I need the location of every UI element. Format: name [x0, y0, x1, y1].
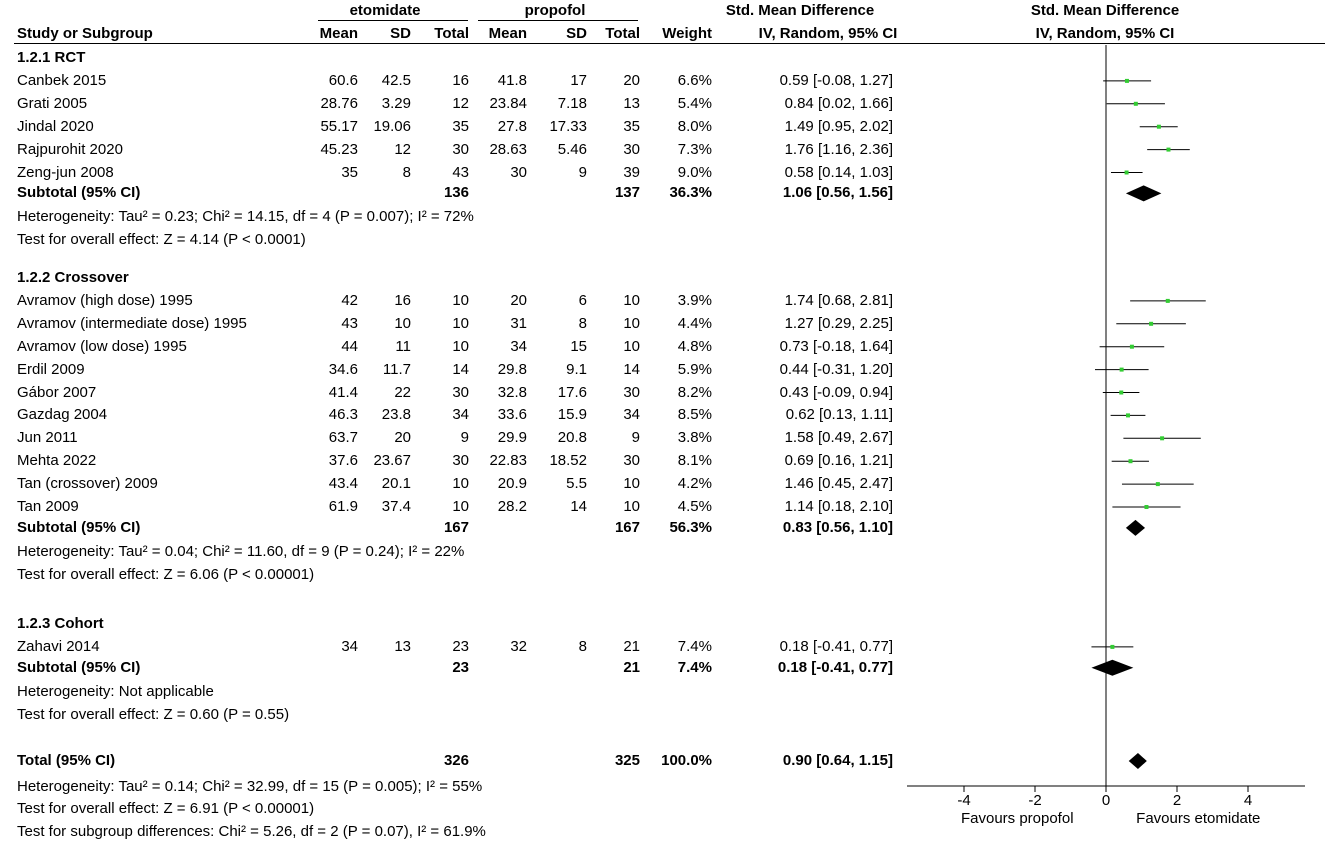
- study-sd1: 23.67: [373, 452, 411, 470]
- study-n1: 34: [452, 406, 469, 424]
- study-ci: 1.27 [0.29, 2.25]: [784, 314, 893, 332]
- method-header: IV, Random, 95% CI: [758, 25, 898, 42]
- study-mean2: 28.63: [489, 140, 527, 158]
- study-sd1: 10: [394, 314, 411, 332]
- study-point-estimate: [1130, 345, 1134, 349]
- study-name: Tan (crossover) 2009: [17, 475, 158, 493]
- study-mean1: 43: [341, 314, 358, 332]
- study-weight: 5.4%: [677, 94, 712, 112]
- study-point-estimate: [1120, 368, 1124, 372]
- study-sd2: 15.9: [557, 406, 587, 424]
- study-weight: 5.9%: [677, 360, 712, 378]
- overall-effect-text: Test for overall effect: Z = 6.06 (P < 0.00001): [17, 565, 315, 583]
- subtotal-n2: 167: [614, 518, 640, 536]
- subtotal-diamond: [1126, 185, 1162, 201]
- x-axis-tick-label: -2: [1028, 792, 1042, 809]
- study-weight: 3.9%: [677, 291, 712, 309]
- study-n1: 30: [452, 452, 469, 470]
- total-diamond: [1129, 753, 1147, 769]
- study-mean1: 46.3: [328, 406, 358, 424]
- study-point-estimate: [1166, 299, 1170, 303]
- study-sd2: 20.8: [557, 429, 587, 447]
- study-mean2: 29.8: [497, 360, 527, 378]
- study-name: Avramov (high dose) 1995: [17, 291, 193, 309]
- study-sd1: 20.1: [381, 475, 411, 493]
- study-sd1: 22: [394, 383, 411, 401]
- study-mean2: 20: [510, 291, 527, 309]
- plot-title: Std. Mean Difference: [1030, 2, 1180, 19]
- total-overall-effect-text: Test for overall effect: Z = 6.91 (P < 0.00001): [17, 800, 315, 817]
- study-point-estimate: [1119, 391, 1123, 395]
- study-n1: 23: [452, 637, 469, 655]
- study-point-estimate: [1160, 436, 1164, 440]
- mean2-header: Mean: [488, 25, 527, 42]
- subtotal-label: Subtotal (95% CI): [17, 658, 141, 676]
- study-mean1: 34: [341, 637, 358, 655]
- study-mean2: 33.6: [497, 406, 527, 424]
- subtotal-ci: 0.18 [-0.41, 0.77]: [777, 658, 893, 676]
- subtotal-weight: 56.3%: [669, 518, 712, 536]
- study-mean2: 28.2: [497, 498, 527, 515]
- subtotal-n2: 137: [614, 184, 640, 202]
- study-mean2: 27.8: [497, 117, 527, 135]
- study-sd1: 16: [394, 291, 411, 309]
- x-axis-tick-label: -4: [957, 792, 971, 809]
- study-sd1: 19.06: [373, 117, 411, 135]
- study-ci: 1.46 [0.45, 2.47]: [784, 475, 893, 493]
- subgroup-label: 1.2.3 Cohort: [17, 615, 104, 632]
- study-weight: 8.0%: [677, 117, 712, 135]
- study-n2: 21: [623, 637, 640, 655]
- study-sd1: 13: [394, 637, 411, 655]
- study-n1: 10: [452, 498, 469, 515]
- study-sd1: 23.8: [381, 406, 411, 424]
- study-mean2: 29.9: [497, 429, 527, 447]
- study-sd2: 17: [570, 71, 587, 89]
- sd1-header: SD: [390, 25, 411, 42]
- study-point-estimate: [1134, 102, 1138, 106]
- subtotal-ci: 0.83 [0.56, 1.10]: [782, 518, 893, 536]
- study-ci: 0.62 [0.13, 1.11]: [785, 406, 893, 424]
- study-mean2: 30: [510, 163, 527, 181]
- study-ci: 1.49 [0.95, 2.02]: [784, 117, 893, 135]
- study-n2: 30: [623, 140, 640, 158]
- study-n2: 10: [623, 291, 640, 309]
- study-mean1: 37.6: [328, 452, 358, 470]
- study-ci: 0.43 [-0.09, 0.94]: [779, 383, 893, 401]
- subtotal-label: Subtotal (95% CI): [17, 518, 141, 536]
- plot-method-header: IV, Random, 95% CI: [1035, 25, 1175, 42]
- total-weight: 100.0%: [661, 752, 712, 769]
- study-ci: 1.74 [0.68, 2.81]: [784, 291, 893, 309]
- study-ci: 0.69 [0.16, 1.21]: [784, 452, 893, 470]
- study-n2: 39: [623, 163, 640, 181]
- study-n2: 9: [631, 429, 640, 447]
- study-sd2: 7.18: [557, 94, 587, 112]
- study-weight: 4.2%: [677, 475, 712, 493]
- study-point-estimate: [1144, 505, 1148, 509]
- heterogeneity-text: Heterogeneity: Tau² = 0.23; Chi² = 14.15, df = 4 (P = 0.007); I² = 72%: [17, 208, 474, 226]
- heterogeneity-text: Heterogeneity: Tau² = 0.04; Chi² = 11.60, df = 9 (P = 0.24); I² = 22%: [17, 542, 465, 560]
- study-point-estimate: [1128, 459, 1132, 463]
- study-mean2: 32: [510, 637, 527, 655]
- study-mean2: 31: [510, 314, 527, 332]
- study-weight: 7.3%: [677, 140, 712, 158]
- study-name: Avramov (low dose) 1995: [17, 337, 187, 355]
- study-mean2: 32.8: [497, 383, 527, 401]
- study-n2: 35: [623, 117, 640, 135]
- study-n1: 9: [460, 429, 469, 447]
- study-sd2: 15: [570, 337, 587, 355]
- study-mean1: 61.9: [328, 498, 358, 515]
- study-sd2: 9: [578, 163, 587, 181]
- study-n1: 35: [452, 117, 469, 135]
- overall-effect-text: Test for overall effect: Z = 4.14 (P < 0.0001): [17, 231, 306, 249]
- study-sd1: 37.4: [381, 498, 411, 515]
- study-name: Canbek 2015: [17, 71, 107, 89]
- study-point-estimate: [1126, 413, 1130, 417]
- study-n1: 30: [452, 383, 469, 401]
- subtotal-n1: 23: [452, 658, 469, 676]
- study-name: Rajpurohit 2020: [17, 140, 123, 158]
- weight-header: Weight: [662, 25, 712, 42]
- study-n2: 10: [623, 475, 640, 493]
- study-sd2: 5.5: [566, 475, 587, 493]
- study-ci: 0.18 [-0.41, 0.77]: [779, 637, 893, 655]
- subtotal-weight: 36.3%: [669, 184, 712, 202]
- study-n1: 10: [452, 475, 469, 493]
- study-point-estimate: [1157, 125, 1161, 129]
- sd2-header: SD: [566, 25, 587, 42]
- study-n2: 30: [623, 383, 640, 401]
- study-mean1: 63.7: [328, 429, 358, 447]
- study-ci: 0.73 [-0.18, 1.64]: [779, 337, 893, 355]
- study-name: Gábor 2007: [17, 383, 97, 401]
- total-heterogeneity-text: Heterogeneity: Tau² = 0.14; Chi² = 32.99, df = 15 (P = 0.005); I² = 55%: [17, 778, 483, 795]
- study-name: Zahavi 2014: [17, 637, 100, 655]
- study-n2: 30: [623, 452, 640, 470]
- study-weight: 3.8%: [677, 429, 712, 447]
- study-n1: 10: [452, 314, 469, 332]
- subtotal-n2: 21: [623, 658, 640, 676]
- study-ci: 1.58 [0.49, 2.67]: [784, 429, 893, 447]
- study-n1: 43: [452, 163, 469, 181]
- study-point-estimate: [1110, 645, 1114, 649]
- study-sd2: 9.1: [566, 360, 587, 378]
- total2-header: Total: [605, 25, 640, 42]
- subgroup-label: 1.2.1 RCT: [17, 49, 86, 66]
- study-sd2: 17.6: [557, 383, 587, 401]
- study-mean1: 34.6: [328, 360, 358, 378]
- study-mean2: 23.84: [489, 94, 527, 112]
- total-ci: 0.90 [0.64, 1.15]: [782, 752, 893, 769]
- study-weight: 8.1%: [677, 452, 712, 470]
- study-ci: 0.84 [0.02, 1.66]: [784, 94, 893, 112]
- study-name: Zeng-jun 2008: [17, 163, 114, 181]
- study-mean1: 35: [341, 163, 358, 181]
- study-sd2: 5.46: [557, 140, 587, 158]
- study-n2: 10: [623, 498, 640, 515]
- study-n1: 30: [452, 140, 469, 158]
- study-weight: 7.4%: [677, 637, 712, 655]
- study-mean2: 20.9: [497, 475, 527, 493]
- study-sd1: 20: [394, 429, 411, 447]
- study-name: Erdil 2009: [17, 360, 85, 378]
- study-point-estimate: [1166, 148, 1170, 152]
- total1-header: Total: [434, 25, 469, 42]
- study-col-header: Study or Subgroup: [17, 25, 153, 42]
- study-mean1: 28.76: [320, 94, 358, 112]
- total-label: Total (95% CI): [17, 752, 116, 769]
- study-mean1: 55.17: [320, 117, 358, 135]
- mean1-header: Mean: [319, 25, 358, 42]
- study-n2: 20: [623, 71, 640, 89]
- study-mean2: 34: [510, 337, 527, 355]
- study-sd2: 6: [578, 291, 587, 309]
- study-sd2: 17.33: [549, 117, 587, 135]
- study-n2: 34: [623, 406, 640, 424]
- study-sd1: 11.7: [382, 360, 411, 378]
- study-sd1: 8: [402, 163, 411, 181]
- study-ci: 0.44 [-0.31, 1.20]: [779, 360, 893, 378]
- study-point-estimate: [1149, 322, 1153, 326]
- subgroup-difference-text: Test for subgroup differences: Chi² = 5.26, df = 2 (P = 0.07), I² = 61.9%: [17, 823, 486, 840]
- total-n2: 325: [614, 752, 640, 769]
- study-ci: 0.59 [-0.08, 1.27]: [779, 71, 893, 89]
- study-sd2: 8: [578, 314, 587, 332]
- x-axis-tick-label: 4: [1243, 792, 1253, 809]
- study-ci: 0.58 [0.14, 1.03]: [784, 163, 893, 181]
- subtotal-label: Subtotal (95% CI): [17, 184, 141, 202]
- study-n1: 10: [452, 291, 469, 309]
- study-n1: 12: [452, 94, 469, 112]
- study-mean2: 22.83: [489, 452, 527, 470]
- overall-effect-text: Test for overall effect: Z = 0.60 (P = 0.55): [17, 705, 290, 723]
- study-sd2: 8: [578, 637, 587, 655]
- study-mean2: 41.8: [497, 71, 527, 89]
- study-weight: 4.4%: [677, 314, 712, 332]
- study-n2: 10: [623, 314, 640, 332]
- subgroup-label: 1.2.2 Crossover: [17, 269, 129, 286]
- study-n1: 10: [452, 337, 469, 355]
- study-name: Mehta 2022: [17, 452, 97, 470]
- study-mean1: 45.23: [320, 140, 358, 158]
- study-ci: 1.14 [0.18, 2.10]: [784, 498, 893, 515]
- study-name: Jun 2011: [17, 429, 78, 447]
- study-n2: 10: [623, 337, 640, 355]
- study-name: Jindal 2020: [17, 117, 94, 135]
- study-weight: 6.6%: [677, 71, 712, 89]
- study-point-estimate: [1125, 171, 1129, 175]
- subtotal-n1: 136: [443, 184, 469, 202]
- heterogeneity-text: Heterogeneity: Not applicable: [17, 682, 214, 700]
- study-n2: 14: [623, 360, 640, 378]
- group2-header: propofol: [524, 2, 586, 19]
- x-axis-tick-label: 0: [1101, 792, 1111, 809]
- study-point-estimate: [1125, 79, 1129, 83]
- subtotal-n1: 167: [443, 518, 469, 536]
- study-mean1: 43.4: [328, 475, 358, 493]
- study-n1: 16: [452, 71, 469, 89]
- study-mean1: 44: [341, 337, 358, 355]
- subtotal-weight: 7.4%: [677, 658, 712, 676]
- study-sd1: 11: [395, 337, 411, 355]
- subtotal-ci: 1.06 [0.56, 1.56]: [782, 184, 893, 202]
- favours-right-label: Favours etomidate: [1136, 810, 1261, 827]
- study-name: Grati 2005: [17, 94, 88, 112]
- study-sd1: 42.5: [381, 71, 411, 89]
- study-n2: 13: [623, 94, 640, 112]
- smd-header: Std. Mean Difference: [725, 2, 875, 19]
- study-sd1: 12: [394, 140, 411, 158]
- study-weight: 4.5%: [677, 498, 712, 515]
- study-name: Avramov (intermediate dose) 1995: [17, 314, 247, 332]
- study-ci: 1.76 [1.16, 2.36]: [784, 140, 893, 158]
- study-sd2: 18.52: [549, 452, 587, 470]
- study-weight: 8.5%: [677, 406, 712, 424]
- study-mean1: 41.4: [328, 383, 358, 401]
- study-mean1: 42: [341, 291, 358, 309]
- study-n1: 14: [452, 360, 469, 378]
- study-name: Gazdag 2004: [17, 406, 108, 424]
- x-axis-tick-label: 2: [1172, 792, 1182, 809]
- favours-left-label: Favours propofol: [960, 810, 1074, 827]
- study-weight: 4.8%: [677, 337, 712, 355]
- subtotal-diamond: [1091, 660, 1133, 676]
- study-weight: 8.2%: [677, 383, 712, 401]
- total-n1: 326: [443, 752, 469, 769]
- study-mean1: 60.6: [328, 71, 358, 89]
- study-point-estimate: [1156, 482, 1160, 486]
- study-name: Tan 2009: [17, 498, 79, 515]
- group1-header: etomidate: [349, 2, 421, 19]
- subtotal-diamond: [1126, 520, 1145, 536]
- study-sd1: 3.29: [381, 94, 411, 112]
- study-sd2: 14: [570, 498, 587, 515]
- study-weight: 9.0%: [677, 163, 712, 181]
